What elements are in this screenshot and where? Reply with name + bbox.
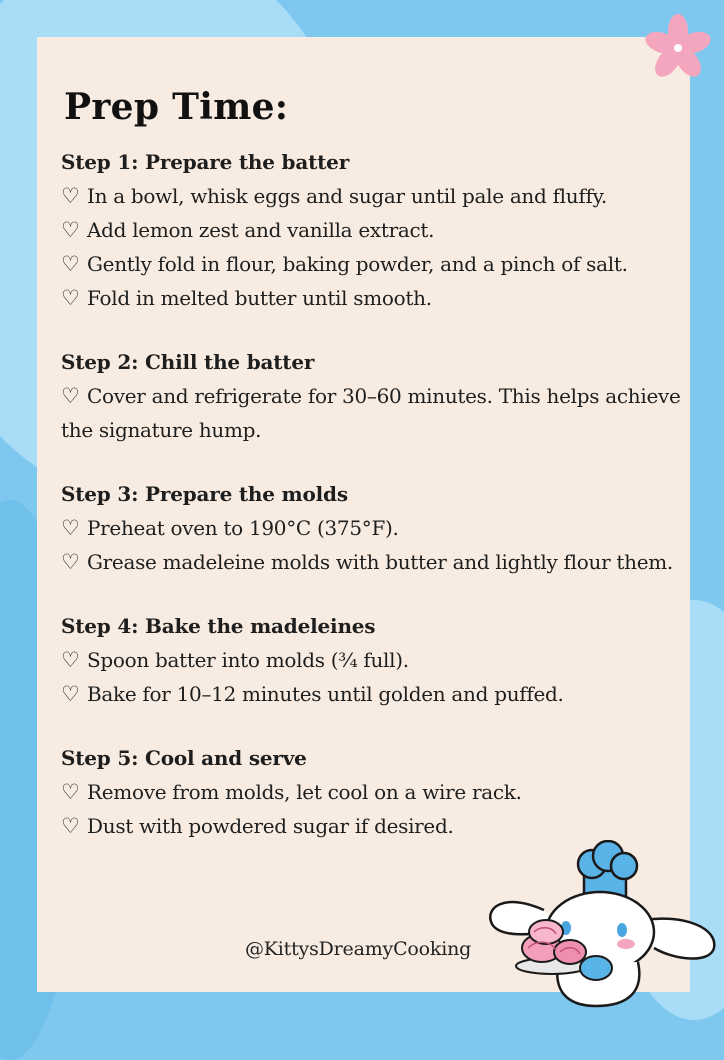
step-line: ♡ Cover and refrigerate for 30–60 minutes. This helps achieve the signature hump. xyxy=(61,379,689,447)
step-line: ♡ Bake for 10–12 minutes until golden and puffed. xyxy=(61,677,689,711)
heart-bullet-icon: ♡ xyxy=(61,252,80,276)
step-line: ♡ Preheat oven to 190°C (375°F). xyxy=(61,511,689,545)
heart-bullet-icon: ♡ xyxy=(61,516,80,540)
heart-bullet-icon: ♡ xyxy=(61,648,80,672)
step-heading: Step 2: Chill the batter xyxy=(61,350,315,374)
step-2 xyxy=(61,346,689,447)
step-1 xyxy=(61,146,689,315)
footer-handle: @KittysDreamyCooking xyxy=(245,938,472,960)
step-3 xyxy=(61,478,689,579)
heart-bullet-icon: ♡ xyxy=(61,218,80,242)
flower-icon xyxy=(638,8,718,88)
heart-bullet-icon: ♡ xyxy=(61,384,80,408)
heart-bullet-icon: ♡ xyxy=(61,286,80,310)
steps-list xyxy=(61,146,689,874)
step-line: ♡ Gently fold in flour, baking powder, and a pinch of salt. xyxy=(61,247,689,281)
step-line: ♡ Dust with powdered sugar if desired. xyxy=(61,809,689,843)
step-heading: Step 5: Cool and serve xyxy=(61,746,307,770)
step-line: ♡ Remove from molds, let cool on a wire rack. xyxy=(61,775,689,809)
heart-bullet-icon: ♡ xyxy=(61,780,80,804)
step-heading: Step 1: Prepare the batter xyxy=(61,150,350,174)
step-line: ♡ Fold in melted butter until smooth. xyxy=(61,281,689,315)
step-4 xyxy=(61,610,689,711)
page-title: Prep Time: xyxy=(64,86,289,128)
step-heading: Step 3: Prepare the molds xyxy=(61,482,348,506)
step-5 xyxy=(61,742,689,843)
heart-bullet-icon: ♡ xyxy=(61,682,80,706)
heart-bullet-icon: ♡ xyxy=(61,814,80,838)
step-heading: Step 4: Bake the madeleines xyxy=(61,614,376,638)
step-line: ♡ Spoon batter into molds (¾ full). xyxy=(61,643,689,677)
step-line: ♡ In a bowl, whisk eggs and sugar until pale and fluffy. xyxy=(61,179,689,213)
chef-bunny-mascot-icon xyxy=(484,840,720,1010)
heart-bullet-icon: ♡ xyxy=(61,550,80,574)
heart-bullet-icon: ♡ xyxy=(61,184,80,208)
step-line: ♡ Grease madeleine molds with butter and lightly flour them. xyxy=(61,545,689,579)
step-line: ♡ Add lemon zest and vanilla extract. xyxy=(61,213,689,247)
